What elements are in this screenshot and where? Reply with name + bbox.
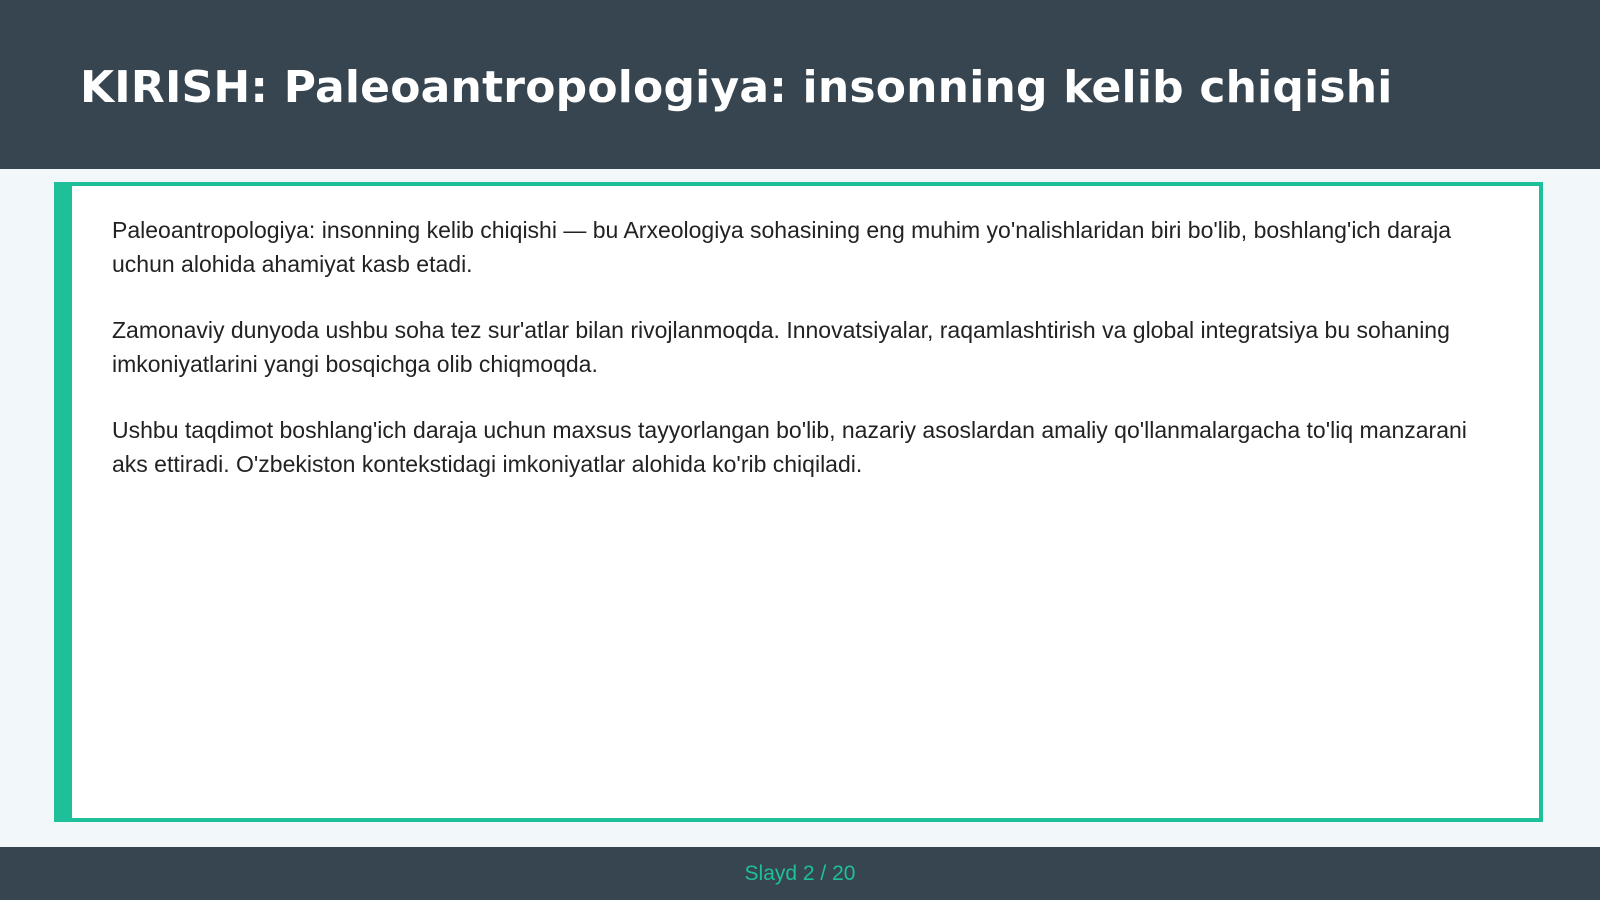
slide-title: KIRISH: Paleoantropologiya: insonning kelib chiqishi: [80, 62, 1393, 113]
slide-header: [0, 0, 1600, 169]
presentation-paragraph: Ushbu taqdimot boshlang'ich daraja uchun maxsus tayyorlangan bo'lib, nazariy asoslardan amaliy qo'llanmalargacha to'liq manzarani aks ettiradi. O'zbekiston kontekstidagi imkoniyatlar alohida ko'rib chiqiladi.: [112, 417, 1467, 477]
slide-footer: [0, 847, 1600, 900]
development-paragraph: Zamonaviy dunyoda ushbu soha tez sur'atlar bilan rivojlanmoqda. Innovatsiyalar, raqamlashtirish va global integratsiya bu sohaning imkoniyatlarini yangi bosqichga olib chiqmoqda.: [112, 317, 1450, 377]
slide-number: Slayd 2 / 20: [744, 862, 856, 885]
intro-paragraph: Paleoantropologiya: insonning kelib chiqishi — bu Arxeologiya sohasining eng muhim yo'nalishlaridan biri bo'lib, boshlang'ich daraja uchun alohida ahamiyat kasb etadi.: [112, 217, 1452, 277]
